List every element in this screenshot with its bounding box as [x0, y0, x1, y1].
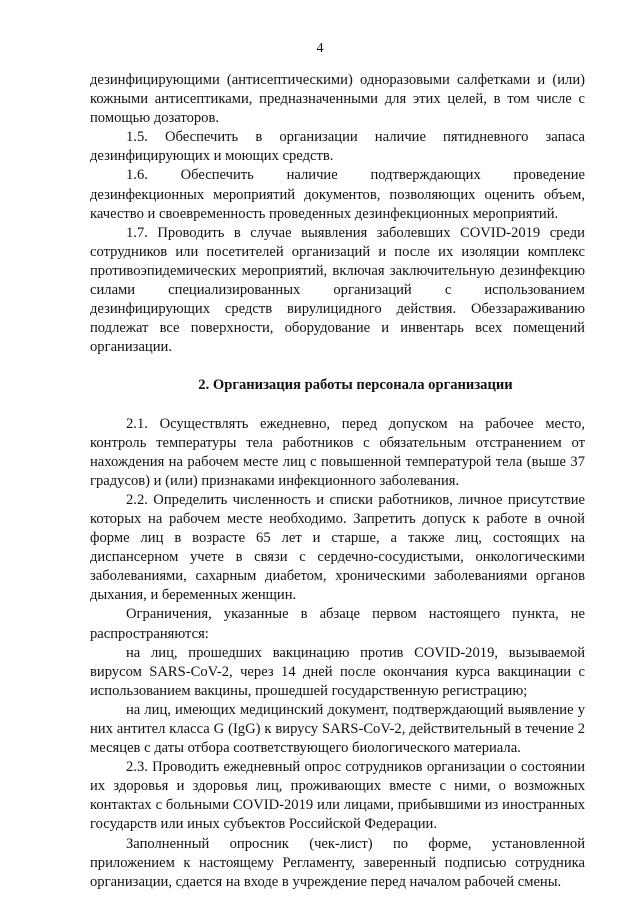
paragraph-antibodies: на лиц, имеющих медицинский документ, подтверждающий выявление у них антител класса G (IgG) к вирусу SARS-CoV-2, действительный в течение 2 месяцев с даты отбора соответствующего биологического материала.: [90, 701, 585, 757]
paragraph-restrictions: Ограничения, указанные в абзаце первом настоящего пункта, не распространяются:: [90, 606, 585, 642]
paragraph-1-7: 1.7. Проводить в случае выявления заболевших COVID-2019 среди сотрудников или посетителей организаций и после их изоляции комплекс противоэпидемических мероприятий, включая заключительную дезинфекцию силами специализированных организаций с использованием дезинфицирующих средств вирулицидного действия. Обеззараживанию подлежат все поверхности, оборудование и инвентарь всех помещений организации.: [90, 224, 585, 356]
paragraph-vaccinated: на лиц, прошедших вакцинацию против COVID-2019, вызываемой вирусом SARS-CoV-2, через 14 дней после окончания курса вакцинации с использованием вакцины, прошедшей государственную регистрацию;: [90, 644, 585, 699]
section-heading: 2. Организация работы персонала организации: [198, 377, 513, 394]
paragraph-continuation: дезинфицирующими (антисептическими) одноразовыми салфетками и (или) кожными антисептиками, предназначенными для этих целей, в том числе с помощью дозаторов.: [90, 72, 585, 127]
paragraph-2-1: 2.1. Осуществлять ежедневно, перед допуском на рабочее место, контроль температуры тела работников с обязательным отстранением от нахождения на рабочем месте лиц с повышенной температурой тела (выше 37 градусов) и (или) признаками инфекционного заболевания.: [90, 415, 585, 489]
paragraph-1-6: 1.6. Обеспечить наличие подтверждающих проведение дезинфекционных мероприятий документов, позволяющих оценить объем, качество и своевременность проведенных дезинфекционных мероприятий.: [90, 167, 585, 222]
paragraph-2-2: 2.2. Определить численность и списки работников, личное присутствие которых на рабочем месте необходимо. Запретить допуск к работе в очной форме лиц в возрасте 65 лет и старше, а также лиц, состоящих на диспансерном учете в связи с сердечно-сосудистыми, онкологическими заболеваниями, сахарным диабетом, хроническими заболеваниями органов дыхания, и беременных женщин.: [90, 491, 585, 604]
page-number: 4: [316, 41, 324, 56]
paragraph-checklist: Заполненный опросник (чек-лист) по форме, установленной приложением к настоящему Регламенту, заверенный подписью сотрудника организации, сдается на входе в учреждение перед началом рабочей смены.: [90, 835, 585, 890]
paragraph-1-5: 1.5. Обеспечить в организации наличие пятидневного запаса дезинфицирующих и моющих средств.: [90, 129, 585, 165]
document-body: [90, 71, 585, 892]
paragraph-2-3: 2.3. Проводить ежедневный опрос сотрудников организации о состоянии их здоровья и здоровья лиц, проживающих вместе с ними, о возможных контактах с больными COVID-2019 или лицами, прибывшими из иностранных государств или иных субъектов Российской Федерации.: [90, 759, 585, 833]
